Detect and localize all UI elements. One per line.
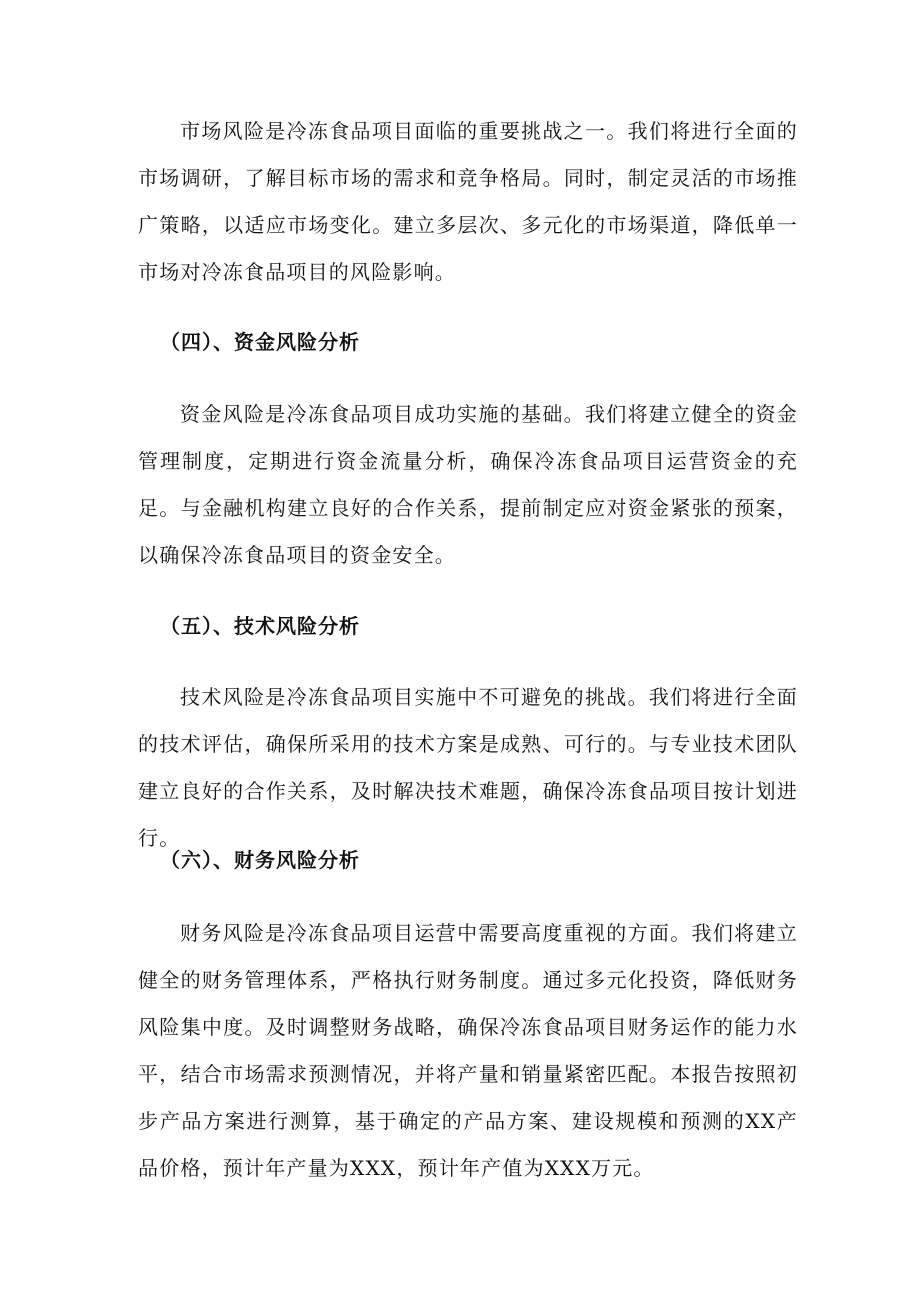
heading-finance-risk: （六）、财务风险分析 <box>160 848 360 872</box>
paragraph-technology-risk: 技术风险是冷冻食品项目实施中不可避免的挑战。我们将进行全面的技术评估，确保所采用的技术方案是成熟、可行的。与专业技术团队建立良好的合作关系，及时解决技术难题，确保冷冻食品项目按计划进行。 <box>138 685 798 850</box>
heading-technology-risk: （五）、技术风险分析 <box>160 614 360 638</box>
paragraph-funding-risk: 资金风险是冷冻食品项目成功实施的基础。我们将建立健全的资金管理制度，定期进行资金流量分析，确保冷冻食品项目运营资金的充足。与金融机构建立良好的合作关系，提前制定应对资金紧张的预案，以确保冷冻食品项目的资金安全。 <box>138 402 798 567</box>
paragraph-market-risk: 市场风险是冷冻食品项目面临的重要挑战之一。我们将进行全面的市场调研，了解目标市场的需求和竞争格局。同时，制定灵活的市场推广策略，以适应市场变化。建立多层次、多元化的市场渠道，降低单一市场对冷冻食品项目的风险影响。 <box>138 119 798 284</box>
heading-funding-risk: （四）、资金风险分析 <box>160 330 360 354</box>
paragraph-finance-risk: 财务风险是冷冻食品项目运营中需要高度重视的方面。我们将建立健全的财务管理体系，严格执行财务制度。通过多元化投资，降低财务风险集中度。及时调整财务战略，确保冷冻食品项目财务运作的能力水平，结合市场需求预测情况，并将产量和销量紧密匹配。本报告按照初步产品方案进行测算，基于确定的产品方案、建设规模和预测的XX产品价格，预计年产量为XXX，预计年产值为XXX万元。 <box>138 921 798 1180</box>
